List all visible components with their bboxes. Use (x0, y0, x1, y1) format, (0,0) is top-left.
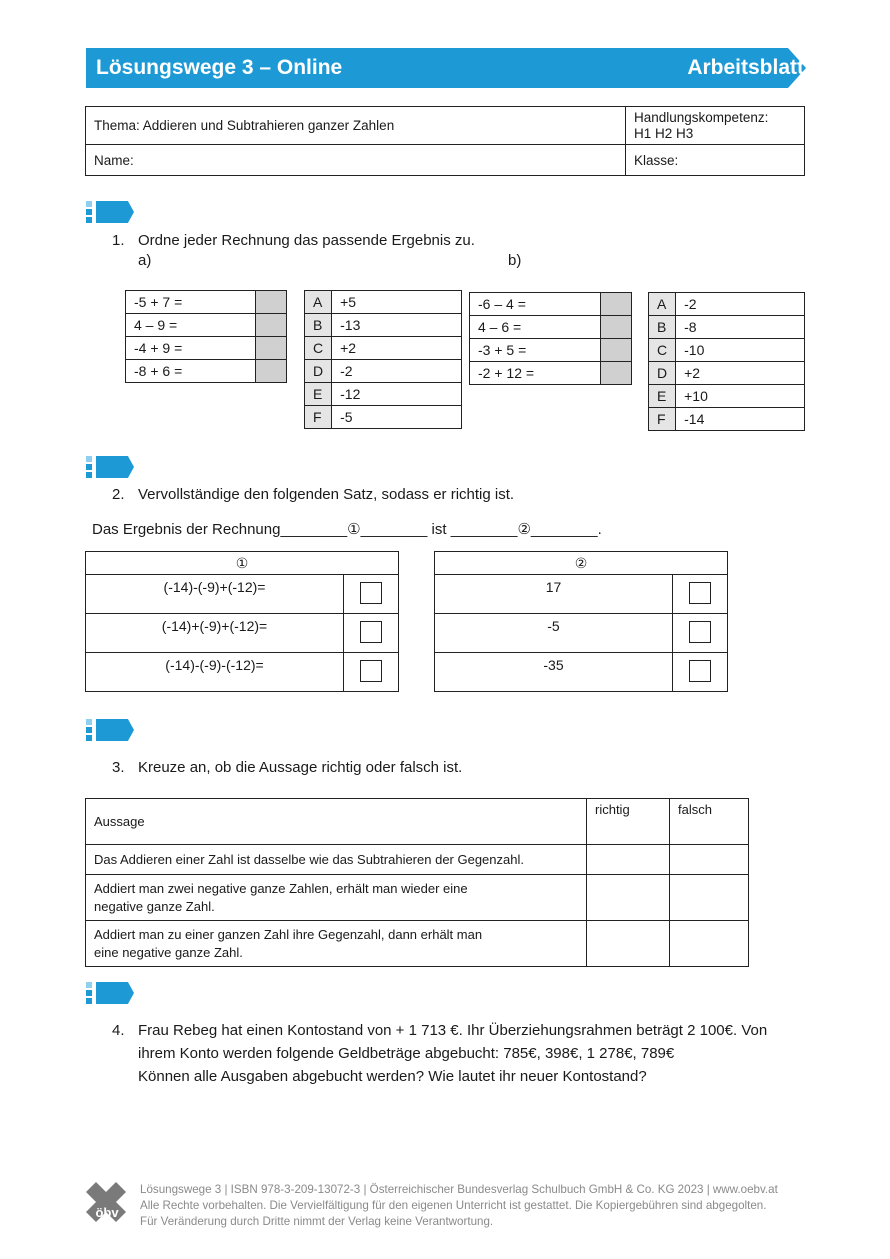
result-value: -8 (676, 316, 805, 339)
answer-box[interactable] (601, 293, 632, 316)
true-header: richtig (587, 799, 670, 845)
result-letter: B (649, 316, 676, 339)
competence-value: H1 H2 H3 (634, 125, 694, 141)
option-checkbox[interactable] (344, 575, 399, 614)
footer-line: Alle Rechte vorbehalten. Die Vervielfältigung für den eigenen Unterricht ist gestattet. Die Kopiergebühren sind abgegolten. (140, 1199, 767, 1212)
result-letter: B (305, 314, 332, 337)
calc-cell: -5 + 7 = (126, 291, 256, 314)
false-checkbox[interactable] (670, 875, 749, 921)
topic-cell: Thema: Addieren und Subtrahieren ganzer Zahlen (86, 107, 626, 145)
task2-instruction (112, 486, 514, 503)
result-value: +10 (676, 385, 805, 408)
task1-part-b-label: b) (508, 252, 522, 269)
task3-instruction (112, 759, 462, 776)
task4-line: Können alle Ausgaben abgebucht werden? Wie lautet ihr neuer Kontostand? (138, 1068, 647, 1085)
task1-part-a-label: a) (138, 252, 152, 269)
option-text: -35 (435, 653, 673, 692)
task2-options-1 (85, 551, 399, 692)
true-checkbox[interactable] (587, 875, 670, 921)
document-type: Arbeitsblatt (687, 56, 804, 79)
result-letter: D (649, 362, 676, 385)
task4-line: ihrem Konto werden folgende Geldbeträge abgebucht: 785€, 398€, 1 278€, 789€ (138, 1045, 675, 1062)
result-value: -5 (332, 406, 462, 429)
task1-text: Ordne jeder Rechnung das passende Ergebnis zu. (138, 232, 475, 249)
footer-text (140, 1182, 778, 1230)
task3-statement-table (85, 798, 749, 967)
result-value: -2 (676, 293, 805, 316)
info-table (85, 106, 805, 176)
result-letter: E (649, 385, 676, 408)
task2-text: Vervollständige den folgenden Satz, sodass er richtig ist. (138, 486, 515, 503)
column-header: ② (435, 552, 728, 575)
name-field[interactable]: Name: (86, 145, 626, 176)
task4-number: 4. (112, 1022, 125, 1039)
result-letter: A (649, 293, 676, 316)
publisher-logo-icon (82, 1180, 132, 1230)
option-text: -5 (435, 614, 673, 653)
option-checkbox[interactable] (673, 575, 728, 614)
true-checkbox[interactable] (587, 921, 670, 967)
task-marker-icon (86, 456, 136, 478)
answer-box[interactable] (256, 337, 287, 360)
answer-box[interactable] (601, 316, 632, 339)
result-value: -12 (332, 383, 462, 406)
true-checkbox[interactable] (587, 845, 670, 875)
option-text: (-14)-(-9)+(-12)= (86, 575, 344, 614)
task-marker-icon (86, 719, 136, 741)
result-letter: E (305, 383, 332, 406)
option-checkbox[interactable] (673, 653, 728, 692)
task1b-results (648, 292, 805, 431)
statement-header: Aussage (86, 799, 587, 845)
task2-number: 2. (112, 486, 125, 503)
option-checkbox[interactable] (344, 614, 399, 653)
result-value: +2 (676, 362, 805, 385)
result-letter: C (649, 339, 676, 362)
task-marker-icon (86, 982, 136, 1004)
task2-options-2 (434, 551, 728, 692)
task1-instruction (112, 232, 475, 249)
result-value: +5 (332, 291, 462, 314)
result-value: -10 (676, 339, 805, 362)
calc-cell: -3 + 5 = (470, 339, 601, 362)
task1a-calculations (125, 290, 287, 383)
result-value: -13 (332, 314, 462, 337)
book-title: Lösungswege 3 – Online (96, 56, 343, 79)
task1-number: 1. (112, 232, 125, 249)
footer-line: Lösungswege 3 | ISBN 978-3-209-13072-3 | Österreichischer Bundesverlag Schulbuch GmbH & Co. KG 2023 | www.oebv.at (140, 1183, 778, 1196)
task3-text: Kreuze an, ob die Aussage richtig oder falsch ist. (138, 759, 463, 776)
answer-box[interactable] (256, 360, 287, 383)
task2-sentence: Das Ergebnis der Rechnung________①________ ist ________②________. (92, 521, 602, 538)
task1a-results (304, 290, 462, 429)
competence-cell (626, 107, 805, 145)
option-text: (-14)+(-9)+(-12)= (86, 614, 344, 653)
calc-cell: -2 + 12 = (470, 362, 601, 385)
calc-cell: -6 – 4 = (470, 293, 601, 316)
option-text: 17 (435, 575, 673, 614)
result-value: -2 (332, 360, 462, 383)
calc-cell: 4 – 6 = (470, 316, 601, 339)
result-letter: D (305, 360, 332, 383)
statement-text: Addiert man zu einer ganzen Zahl ihre Gegenzahl, dann erhält man eine negative ganze Zahl. (86, 921, 587, 967)
result-value: +2 (332, 337, 462, 360)
result-letter: F (305, 406, 332, 429)
calc-cell: 4 – 9 = (126, 314, 256, 337)
task3-number: 3. (112, 759, 125, 776)
false-checkbox[interactable] (670, 845, 749, 875)
task4-line: Frau Rebeg hat einen Kontostand von + 1 713 €. Ihr Überziehungsrahmen beträgt 2 100€. Von (138, 1022, 768, 1039)
calc-cell: -8 + 6 = (126, 360, 256, 383)
statement-text: Das Addieren einer Zahl ist dasselbe wie das Subtrahieren der Gegenzahl. (86, 845, 587, 875)
class-field[interactable]: Klasse: (626, 145, 805, 176)
false-checkbox[interactable] (670, 921, 749, 967)
column-header: ① (86, 552, 399, 575)
task4-text-block (112, 1019, 767, 1088)
statement-text: Addiert man zwei negative ganze Zahlen, erhält man wieder eine negative ganze Zahl. (86, 875, 587, 921)
option-checkbox[interactable] (673, 614, 728, 653)
answer-box[interactable] (601, 339, 632, 362)
calc-cell: -4 + 9 = (126, 337, 256, 360)
task1b-calculations (469, 292, 632, 385)
logo-text: öbv (95, 1205, 119, 1220)
option-checkbox[interactable] (344, 653, 399, 692)
task-marker-icon (86, 201, 136, 223)
answer-box[interactable] (601, 362, 632, 385)
footer-line: Für Veränderung durch Dritte nimmt der Verlag keine Verantwortung. (140, 1215, 494, 1228)
false-header: falsch (670, 799, 749, 845)
option-text: (-14)-(-9)-(-12)= (86, 653, 344, 692)
result-letter: F (649, 408, 676, 431)
answer-box[interactable] (256, 291, 287, 314)
answer-box[interactable] (256, 314, 287, 337)
result-value: -14 (676, 408, 805, 431)
result-letter: A (305, 291, 332, 314)
competence-label: Handlungskompetenz: (634, 109, 769, 125)
result-letter: C (305, 337, 332, 360)
